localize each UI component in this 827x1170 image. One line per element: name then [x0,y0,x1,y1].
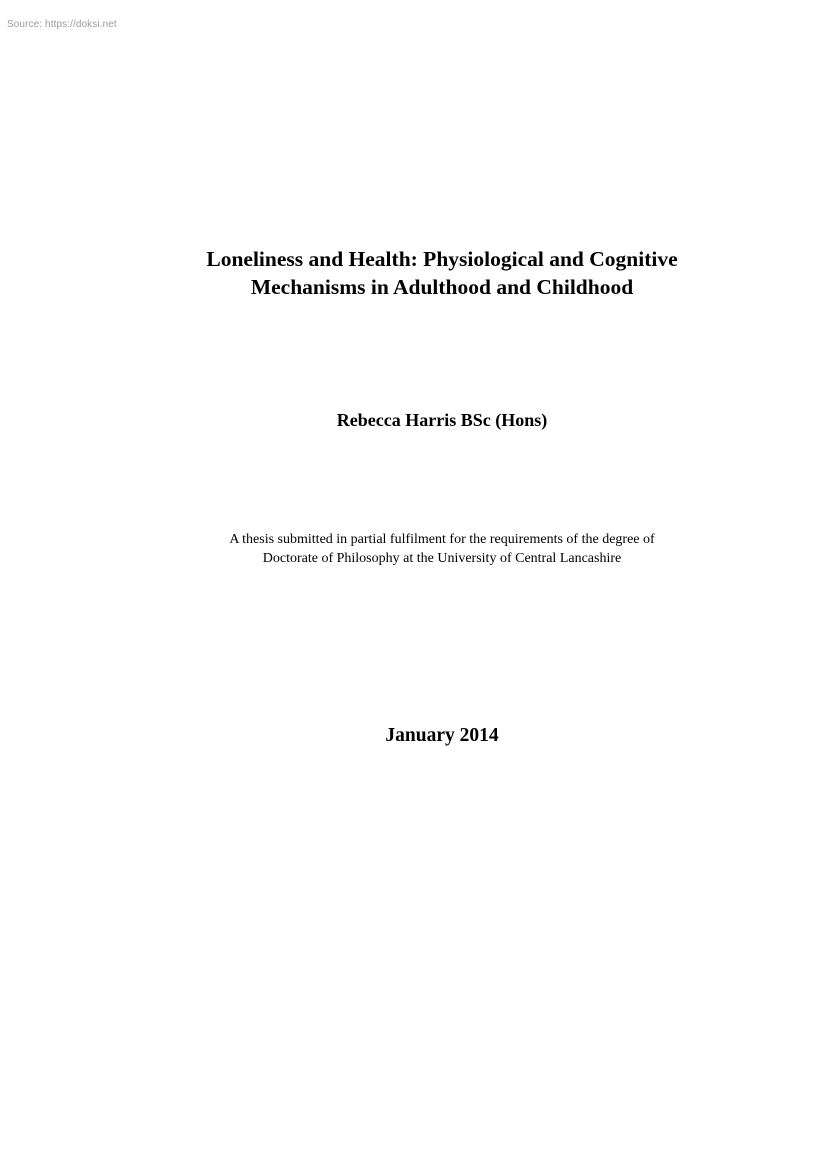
submission-date: January 2014 [385,725,499,746]
thesis-title [0,245,827,301]
source-note: Source: https://doksi.net [7,19,117,30]
author-name: Rebecca Harris BSc (Hons) [336,410,548,430]
thesis-title-line-1: Loneliness and Health: Physiological and Cognitive [206,247,678,271]
thesis-title-line-2: Mechanisms in Adulthood and Childhood [250,275,634,299]
submission-statement-line-2: Doctorate of Philosophy at the University of Central Lancashire [262,551,622,566]
submission-statement [0,530,827,568]
submission-statement-line-1: A thesis submitted in partial fulfilment for the requirements of the degree of [229,532,655,547]
